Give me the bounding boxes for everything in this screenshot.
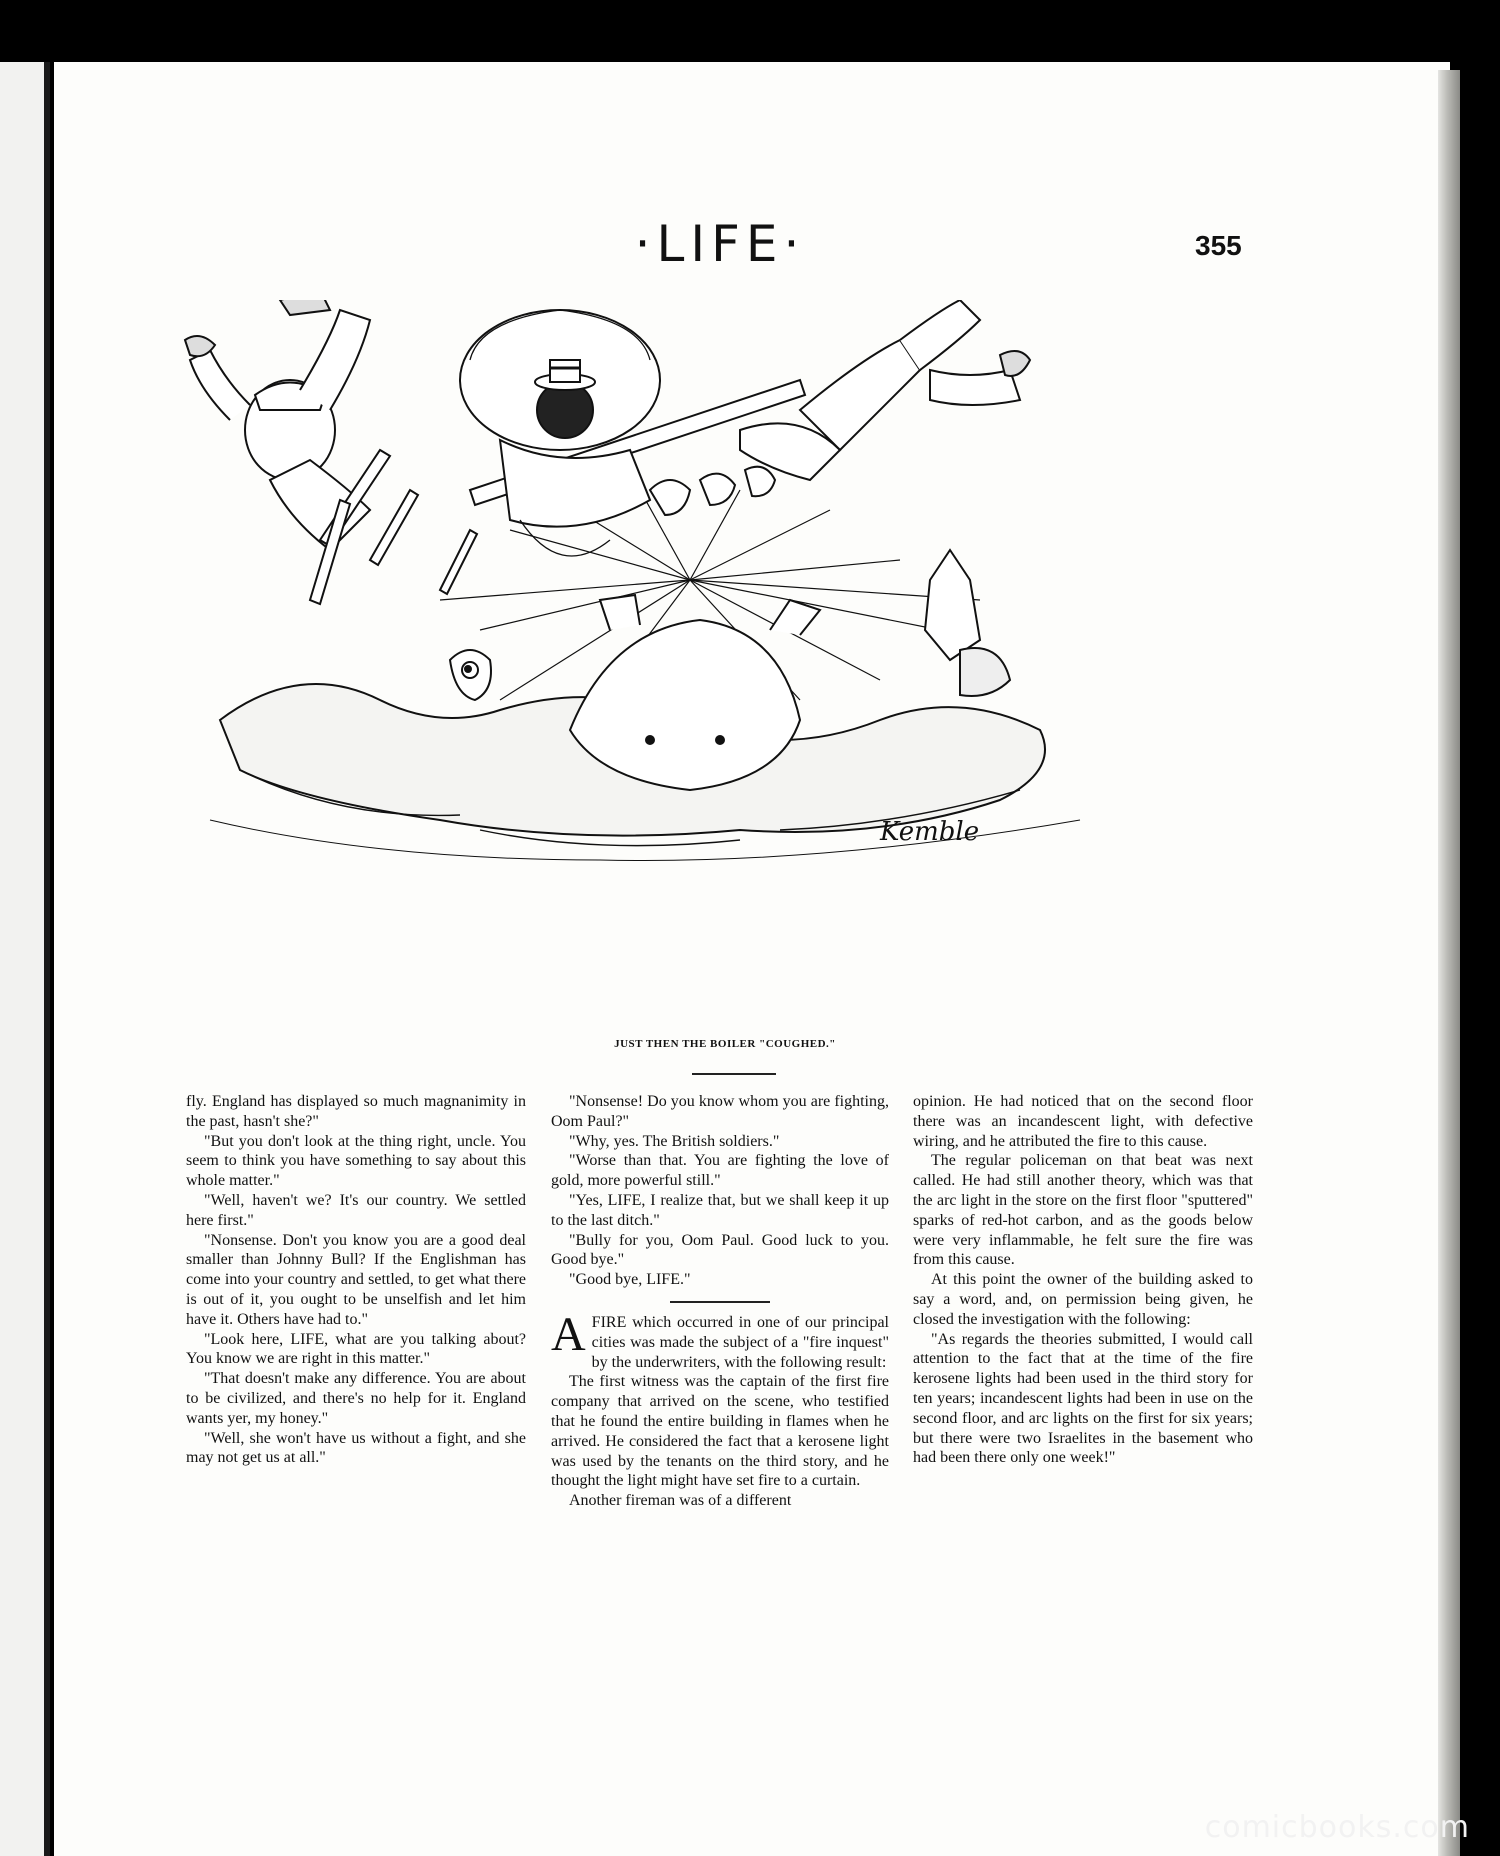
illustration-caption: JUST THEN THE BOILER "COUGHED." <box>614 1038 836 1050</box>
text-column-3 <box>913 1092 1253 1468</box>
paragraph: "Yes, LIFE, I realize that, but we shall keep it up to the last ditch." <box>551 1191 889 1229</box>
paragraph: The regular policeman on that beat was next called. He had still another theory, which was that the arc light in the store on the first floor "sputtered" sparks of red-hot carbon, and as the goods below were very inflammable, he felt sure the fire was from this cause. <box>913 1152 1253 1269</box>
previous-page-edge <box>0 62 50 1856</box>
paragraph: "But you don't look at the thing right, uncle. You seem to think you have something to say about this whole matter." <box>186 1132 526 1190</box>
paragraph: "Bully for you, Oom Paul. Good luck to you. Good bye." <box>551 1231 889 1269</box>
paragraph: "Well, haven't we? It's our country. We settled here first." <box>186 1191 526 1229</box>
flying-chickens <box>650 467 775 515</box>
paragraph: opinion. He had noticed that on the second floor there was an incandescent light, with defective wiring, and he attributed the fire to this cause. <box>913 1093 1253 1150</box>
story-lead-text: FIRE which occurred in one of our principal cities was made the subject of a "fire inquest" by the underwriters, with the following result: <box>591 1313 889 1371</box>
caption-rule <box>692 1073 776 1075</box>
text-column-2 <box>551 1092 889 1511</box>
page-gutter <box>44 62 50 1856</box>
paragraph: "Nonsense. Don't you know you are a good deal smaller than Johnny Bull? If the Englishman has come into your country and settled, to get what there is out of it, you ought to be unselfish and let him have it. Others have had to." <box>186 1231 526 1328</box>
flying-planks <box>310 450 477 604</box>
paragraph: At this point the owner of the building asked to say a word, and, on permission being given, he closed the investigation with the following: <box>913 1271 1253 1328</box>
section-rule <box>670 1301 770 1303</box>
story-lead <box>551 1307 889 1372</box>
paragraph: "Good bye, LIFE." <box>569 1271 691 1289</box>
paragraph: "Why, yes. The British soldiers." <box>569 1132 780 1150</box>
site-watermark: comicbooks.com <box>1204 1810 1470 1845</box>
paragraph: Another fireman was of a different <box>569 1492 792 1510</box>
parrot <box>450 650 491 700</box>
page-stack-edge <box>1438 70 1460 1856</box>
cartoon-illustration <box>180 300 1140 1000</box>
paragraph: fly. England has displayed so much magnanimity in the past, hasn't she?" <box>186 1093 526 1130</box>
paragraph: "Well, she won't have us without a fight, and she may not get us at all." <box>186 1429 526 1467</box>
paragraph: "Worse than that. You are fighting the love of gold, more powerful still." <box>551 1152 889 1190</box>
figure-small-right <box>925 550 1010 696</box>
paragraph: "That doesn't make any difference. You are about to be civilized, and there's no help for it. England wants yer, my honey." <box>186 1370 526 1427</box>
paragraph: "Look here, LIFE, what are you talking about? You know we are right in this matter." <box>186 1330 526 1368</box>
page-number: 355 <box>1195 230 1242 261</box>
drop-cap: A <box>551 1307 586 1361</box>
paragraph: "As regards the theories submitted, I would call attention to the fact that at the time of the fire kerosene lights had been used in the third story for ten years; incandescent lights had been in use on the second floor, and arc lights on the first for six years; but there were two Israelites in the basement who had been there only one week!" <box>913 1330 1253 1467</box>
paragraph: The first witness was the captain of the first fire company that arrived on the scene, who testified that he found the entire building in flames when he arrived. He considered the fact that a kerosene light was used by the tenants on the third story, and he thought the light might have set fire to a curtain. <box>551 1373 889 1490</box>
paragraph: "Nonsense! Do you know whom you are fighting, Oom Paul?" <box>551 1093 889 1130</box>
artist-signature: Kemble <box>880 817 980 847</box>
masthead-title: ·LIFE· <box>634 215 806 273</box>
text-column-1 <box>186 1092 526 1468</box>
